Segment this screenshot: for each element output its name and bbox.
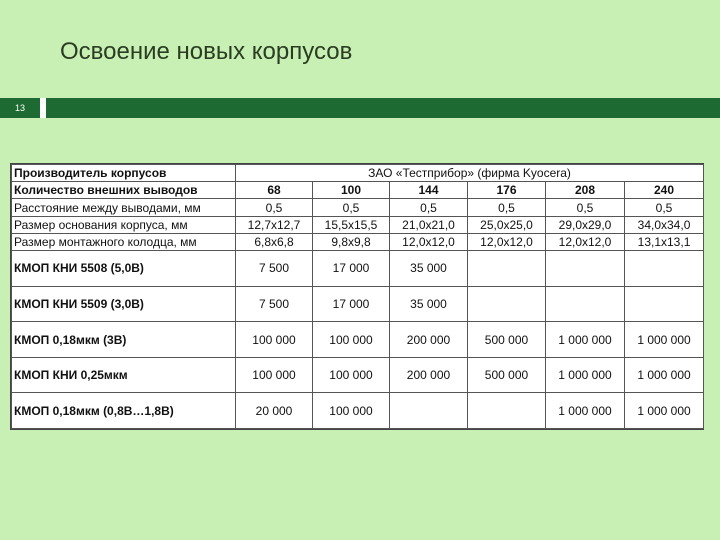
table-cell: 29,0x29,0 <box>546 216 625 233</box>
table-cell: 35 000 <box>390 251 468 287</box>
table-cell: 500 000 <box>468 322 546 358</box>
packages-table <box>10 163 704 430</box>
table-cell <box>468 251 546 287</box>
data-row <box>12 286 704 322</box>
table-cell: 35 000 <box>390 286 468 322</box>
data-row <box>12 322 704 358</box>
header-label: Производитель корпусов <box>12 165 236 182</box>
table-cell: 100 000 <box>313 322 390 358</box>
table-cell: 0,5 <box>468 199 546 216</box>
table-cell: 144 <box>390 182 468 199</box>
data-row <box>12 251 704 287</box>
table-cell: 100 000 <box>236 322 313 358</box>
table-cell: 6,8x6,8 <box>236 233 313 250</box>
table-cell: 17 000 <box>313 251 390 287</box>
table-cell: 200 000 <box>390 357 468 393</box>
table-cell: 7 500 <box>236 286 313 322</box>
table-cell: 9,8x9,8 <box>313 233 390 250</box>
table-cell <box>546 286 625 322</box>
row-label: Размер основания корпуса, мм <box>12 216 236 233</box>
spec-row <box>12 233 704 250</box>
slide-number: 13 <box>0 98 40 118</box>
row-label: КМОП КНИ 5509 (3,0В) <box>12 286 236 322</box>
table-cell: 15,5x15,5 <box>313 216 390 233</box>
row-label: КМОП 0,18мкм (0,8В…1,8В) <box>12 393 236 429</box>
table-cell: 500 000 <box>468 357 546 393</box>
table-cell <box>546 251 625 287</box>
row-label: Размер монтажного колодца, мм <box>12 233 236 250</box>
row-label: КМОП КНИ 5508 (5,0В) <box>12 251 236 287</box>
table-cell: 1 000 000 <box>625 393 704 429</box>
row-label: КМОП КНИ 0,25мкм <box>12 357 236 393</box>
table-cell: 1 000 000 <box>625 322 704 358</box>
table-cell: 240 <box>625 182 704 199</box>
table-cell: 100 000 <box>236 357 313 393</box>
table-cell <box>625 251 704 287</box>
table-cell: 176 <box>468 182 546 199</box>
table-cell: 12,0x12,0 <box>546 233 625 250</box>
spec-row <box>12 216 704 233</box>
table-cell: 68 <box>236 182 313 199</box>
row-label: Расстояние между выводами, мм <box>12 199 236 216</box>
table-cell: 12,0x12,0 <box>468 233 546 250</box>
table-cell: 208 <box>546 182 625 199</box>
table-cell: 0,5 <box>546 199 625 216</box>
table-cell: 13,1x13,1 <box>625 233 704 250</box>
table-cell: 21,0x21,0 <box>390 216 468 233</box>
table-cell: 34,0x34,0 <box>625 216 704 233</box>
table-cell: 0,5 <box>390 199 468 216</box>
header-bar <box>0 98 720 118</box>
slide-title: Освоение новых корпусов <box>60 38 353 65</box>
data-row <box>12 357 704 393</box>
table-cell: 1 000 000 <box>546 357 625 393</box>
table-cell: 20 000 <box>236 393 313 429</box>
manufacturer-cell: ЗАО «Тестприбор» (фирма Kyocera) <box>236 165 704 182</box>
green-divider-bar <box>46 98 720 118</box>
table-cell: 0,5 <box>625 199 704 216</box>
header-row <box>12 165 704 182</box>
table-cell: 17 000 <box>313 286 390 322</box>
table-cell: 1 000 000 <box>625 357 704 393</box>
table-cell <box>468 393 546 429</box>
table-cell: 0,5 <box>236 199 313 216</box>
table-cell: 200 000 <box>390 322 468 358</box>
table-cell: 1 000 000 <box>546 322 625 358</box>
table-cell: 0,5 <box>313 199 390 216</box>
table-cell: 100 000 <box>313 357 390 393</box>
data-row <box>12 393 704 429</box>
row-label: КМОП 0,18мкм (3В) <box>12 322 236 358</box>
table-cell <box>625 286 704 322</box>
table-cell: 7 500 <box>236 251 313 287</box>
table-cell: 100 <box>313 182 390 199</box>
table-cell: 25,0x25,0 <box>468 216 546 233</box>
table-cell: 1 000 000 <box>546 393 625 429</box>
row-label: Количество внешних выводов <box>12 182 236 199</box>
spec-row <box>12 199 704 216</box>
spec-row <box>12 182 704 199</box>
table-cell <box>468 286 546 322</box>
table-cell: 12,0x12,0 <box>390 233 468 250</box>
table-cell: 12,7x12,7 <box>236 216 313 233</box>
table-cell <box>390 393 468 429</box>
table-cell: 100 000 <box>313 393 390 429</box>
